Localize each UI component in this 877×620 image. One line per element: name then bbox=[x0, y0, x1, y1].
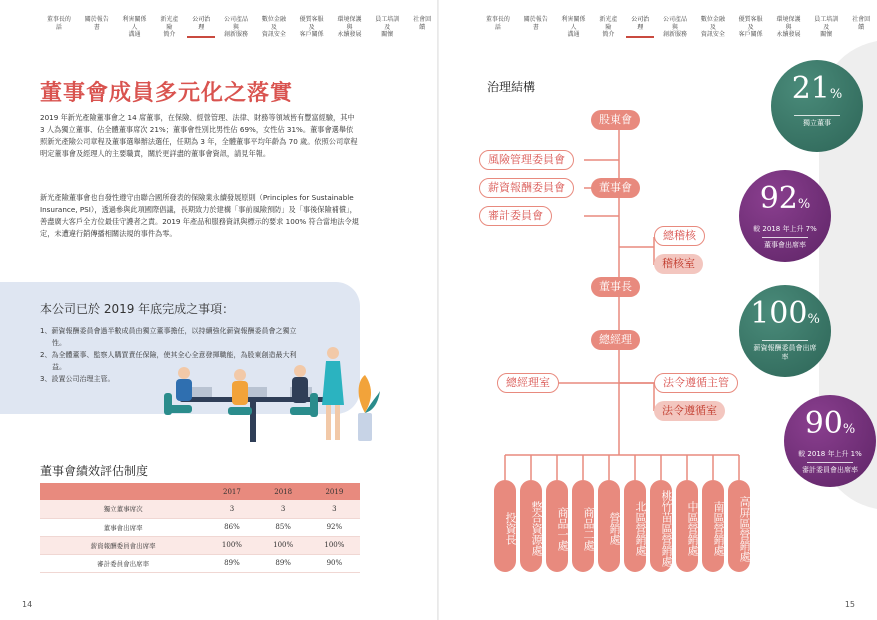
nav-item[interactable]: 新光產險 簡介 bbox=[160, 16, 179, 38]
nav-item[interactable]: 關於報告書 bbox=[523, 16, 548, 31]
node-shareholders: 股東會 bbox=[591, 110, 640, 130]
office-meeting-illustration bbox=[150, 335, 380, 450]
node-compliance-head: 法令遵循主管 bbox=[654, 373, 738, 393]
evaluation-title: 董事會績效評估制度 bbox=[40, 464, 149, 478]
department-node: 中區營銷處 bbox=[676, 480, 698, 572]
node-compliance-office: 法令遵循室 bbox=[654, 401, 725, 421]
table-cell: 90% bbox=[309, 554, 360, 572]
nav-item[interactable]: 數位金融及 資訊安全 bbox=[261, 16, 286, 38]
table-cell: 董事會出席率 bbox=[40, 518, 206, 536]
department-node: 投資長 bbox=[494, 480, 516, 572]
stat-circle bbox=[784, 395, 876, 487]
table-cell: 92% bbox=[309, 518, 360, 536]
node-audit-committee: 審計委員會 bbox=[479, 206, 552, 226]
department-node: 商品二處 bbox=[572, 480, 594, 572]
achievements-title: 本公司已於 2019 年底完成之事項： bbox=[40, 302, 235, 316]
stat-value bbox=[739, 182, 831, 222]
achievement-item: 3、設置公司治理主管。 bbox=[40, 375, 115, 383]
nav-item[interactable]: 公司治理 bbox=[624, 14, 656, 38]
node-board: 董事會 bbox=[591, 178, 640, 198]
table-cell: 89% bbox=[206, 554, 257, 572]
table-cell: 3 bbox=[206, 500, 257, 518]
nav-item[interactable]: 公司產品與 創新服務 bbox=[224, 16, 249, 38]
table-cell: 獨立董事席次 bbox=[40, 500, 206, 518]
nav-item[interactable]: 董事長的話 bbox=[46, 16, 71, 31]
stat-label: 董事會出席率 bbox=[764, 241, 806, 249]
page-title: 董事會成員多元化之落實 bbox=[40, 81, 294, 106]
nav-item[interactable]: 利害關係人 溝通 bbox=[561, 16, 586, 38]
stat-change: 較 2018 年上升 7% bbox=[753, 225, 817, 233]
stat-divider bbox=[762, 340, 808, 341]
table-cell: 85% bbox=[258, 518, 309, 536]
department-node: 營銷處 bbox=[598, 480, 620, 572]
nav-item[interactable]: 環境保護與 永續發展 bbox=[776, 16, 801, 38]
governance-title: 治理結構 bbox=[487, 80, 536, 94]
nav-item[interactable]: 新光產險 簡介 bbox=[599, 16, 618, 38]
table-row bbox=[40, 554, 360, 572]
department-node: 南區營銷處 bbox=[702, 480, 724, 572]
stat-divider bbox=[762, 237, 808, 238]
nav-item[interactable]: 優質客服及 客戶關係 bbox=[738, 16, 763, 38]
achievement-item: 2、為全體董事、監察人購買責任保險，使其全心全意發揮職能，為股東創造最大利益。 bbox=[40, 351, 297, 371]
stat-unit: % bbox=[829, 87, 843, 102]
department-node: 整合資源處 bbox=[520, 480, 542, 572]
left-page bbox=[0, 0, 438, 620]
stat-number: 100 bbox=[750, 296, 808, 331]
table-header: 2017 bbox=[206, 483, 257, 500]
node-president-office: 總經理室 bbox=[497, 373, 559, 393]
stat-divider bbox=[794, 115, 840, 116]
nav-item[interactable]: 公司產品與 創新服務 bbox=[663, 16, 688, 38]
stat-value bbox=[739, 297, 831, 337]
stat-circle bbox=[739, 285, 831, 377]
stat-number: 90 bbox=[804, 406, 843, 441]
node-audit-office: 稽核室 bbox=[654, 254, 703, 274]
stat-value bbox=[784, 407, 876, 447]
nav-item[interactable]: 數位金融及 資訊安全 bbox=[700, 16, 725, 38]
stat-label: 審計委員會出席率 bbox=[802, 466, 858, 474]
table-cell: 100% bbox=[258, 536, 309, 554]
table-row bbox=[40, 536, 360, 554]
psi-paragraph: 新光產險董事會也自發性遵守由聯合國所發表的保險業永續發展原則（Principles for Sustainable Insurance, PSI），透過參與此項國際倡議，長期致力於建構「事前風險預防」及「事後保險補償」，善盡廣大客戶全方位最佳守護者之責。2019 年產品和服務資訊與標示的要求 100% 符合當地法令規定，未遭違行銷傳播相關法規的事件為零。 bbox=[40, 193, 359, 238]
stat-change: 較 2018 年上升 1% bbox=[798, 450, 862, 458]
node-president: 總經理 bbox=[591, 330, 640, 350]
nav-item[interactable]: 關於報告書 bbox=[84, 16, 109, 31]
stat-label: 薪資報酬委員會出席率 bbox=[753, 344, 817, 361]
nav-item[interactable]: 利害關係人 溝通 bbox=[122, 16, 147, 38]
right-page bbox=[439, 0, 877, 620]
table-row bbox=[40, 518, 360, 536]
evaluation-table bbox=[40, 483, 360, 573]
nav-item[interactable]: 員工培訓及 關懷 bbox=[814, 16, 839, 38]
table-cell: 3 bbox=[309, 500, 360, 518]
nav-item[interactable]: 環境保護與 永續發展 bbox=[337, 16, 362, 38]
board-diversity-paragraph: 2019 年新光產險董事會之 14 席董事，在保險、經營管理、法律、財務等領域皆有豐富經驗，其中 3 人為獨立董事、佔全體董事席次 21%；董事會性別比男性佔 69%，女性佔 31%。董事會選舉依照新光產險公司章程及董事選舉辦法選任，任期為 3 年，全體董事平均年齡為 70 歲。依照公司章程明定董事會及經理人的主要職責，關於更詳盡的董事會資訊，請見年報。 bbox=[40, 113, 358, 158]
nav-item[interactable]: 社會回饋 bbox=[413, 16, 432, 31]
stat-circle bbox=[771, 60, 863, 152]
top-navigation bbox=[40, 14, 438, 38]
table-cell: 100% bbox=[309, 536, 360, 554]
table-header: 2018 bbox=[258, 483, 309, 500]
stat-value bbox=[771, 72, 863, 112]
department-node: 商品一處 bbox=[546, 480, 568, 572]
department-node: 北區營銷處 bbox=[624, 480, 646, 572]
table-cell: 薪資報酬委員會出席率 bbox=[40, 536, 206, 554]
table-cell: 100% bbox=[206, 536, 257, 554]
stat-unit: % bbox=[807, 312, 820, 327]
stat-label: 獨立董事 bbox=[803, 119, 831, 127]
node-risk-committee: 風險管理委員會 bbox=[479, 150, 574, 170]
stat-divider bbox=[807, 462, 853, 463]
page-number: 15 bbox=[844, 600, 855, 609]
node-chief-auditor: 總稽核 bbox=[654, 226, 705, 246]
table-header: 2019 bbox=[309, 483, 360, 500]
nav-item[interactable]: 員工培訓及 關懷 bbox=[375, 16, 400, 38]
department-node: 高屏區營銷處 bbox=[728, 480, 750, 572]
achievement-item: 1、薪資報酬委員會過半數成員由獨立董事擔任，以持續強化薪資報酬委員會之獨立性。 bbox=[40, 327, 297, 347]
node-compensation-committee: 薪資報酬委員會 bbox=[479, 178, 574, 198]
stat-number: 21 bbox=[791, 71, 830, 106]
stat-unit: % bbox=[797, 197, 811, 212]
nav-item[interactable]: 優質客服及 客戶關係 bbox=[299, 16, 324, 38]
table-cell: 審計委員會出席率 bbox=[40, 554, 206, 572]
page-number: 14 bbox=[22, 600, 33, 609]
table-cell: 86% bbox=[206, 518, 257, 536]
stat-circle bbox=[739, 170, 831, 262]
table-cell: 89% bbox=[258, 554, 309, 572]
node-chairman: 董事長 bbox=[591, 277, 640, 297]
department-node: 桃竹苗區營銷處 bbox=[650, 480, 672, 572]
table-cell: 3 bbox=[258, 500, 309, 518]
nav-item[interactable]: 董事長的話 bbox=[485, 16, 510, 31]
nav-item[interactable]: 公司治理 bbox=[185, 14, 217, 38]
table-row bbox=[40, 500, 360, 518]
stat-unit: % bbox=[842, 422, 856, 437]
stat-number: 92 bbox=[759, 181, 798, 216]
table-header bbox=[40, 483, 206, 500]
nav-item[interactable]: 社會回饋 bbox=[852, 16, 871, 31]
